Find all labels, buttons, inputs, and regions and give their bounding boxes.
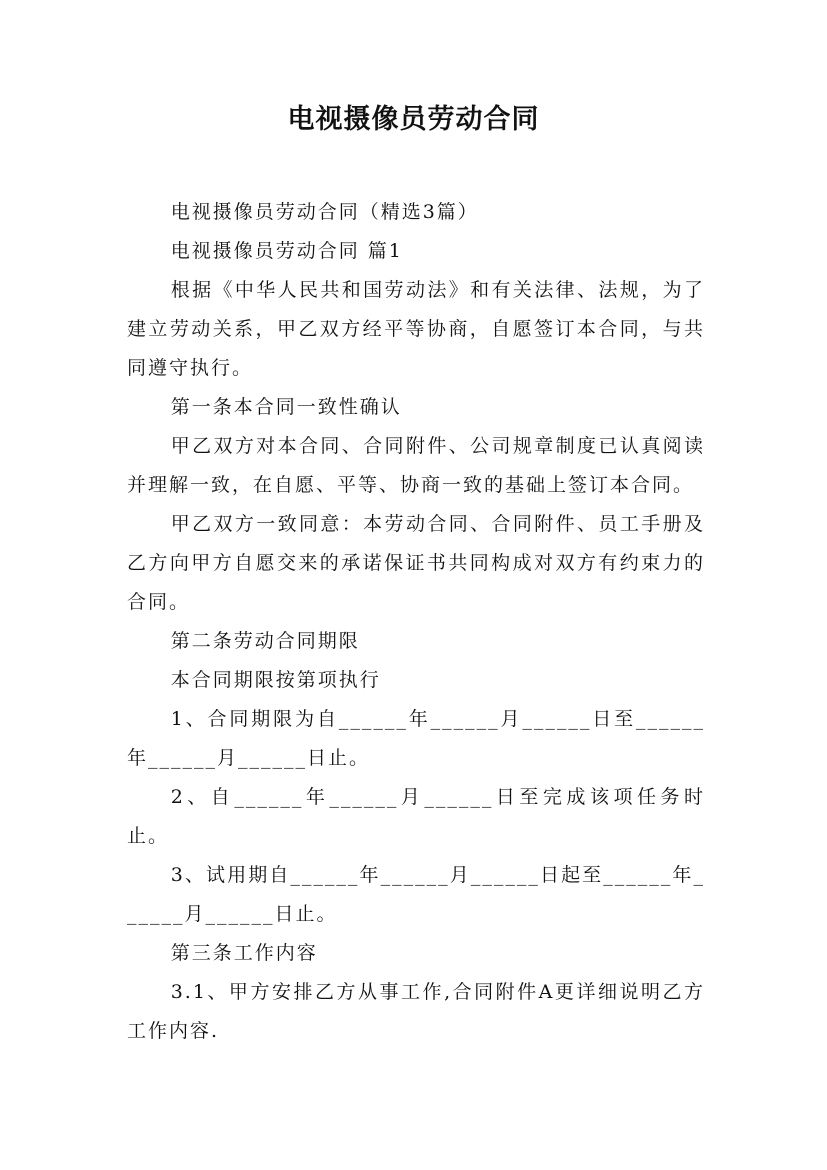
body-paragraph: 甲乙双方一致同意：本劳动合同、合同附件、员工手册及乙方向甲方自愿交来的承诺保证书共同构成对双方有约束力的合同。	[127, 513, 705, 613]
list-item: 3、试用期自______年______月______日起至______年______月______日止。	[127, 864, 705, 925]
list-item: 1、合同期限为自______年______月______日至______年______月______日止。	[127, 708, 705, 769]
subtitle-paragraph: 电视摄像员劳动合同（精选3篇）	[170, 201, 479, 223]
body-paragraph: 本合同期限按第项执行	[170, 669, 381, 691]
body-paragraph: 甲乙双方对本合同、合同附件、公司规章制度已认真阅读并理解一致，在自愿、平等、协商一致的基础上签订本合同。	[127, 435, 705, 496]
body-paragraph: 根据《中华人民共和国劳动法》和有关法律、法规，为了建立劳动关系，甲乙双方经平等协商，自愿签订本合同，与共同遵守执行。	[127, 279, 705, 379]
body-paragraph: 3.1、甲方安排乙方从事工作,合同附件A更详细说明乙方工作内容.	[127, 981, 705, 1042]
document-body	[127, 193, 705, 1051]
article-heading: 第一条本合同一致性确认	[170, 396, 402, 418]
article-heading: 第二条劳动合同期限	[170, 630, 360, 652]
list-item: 2、自______年______月______日至完成该项任务时止。	[127, 786, 705, 847]
article-heading: 第三条工作内容	[170, 942, 318, 964]
document-title: 电视摄像员劳动合同	[287, 104, 540, 135]
section-heading: 电视摄像员劳动合同 篇1	[170, 240, 403, 262]
